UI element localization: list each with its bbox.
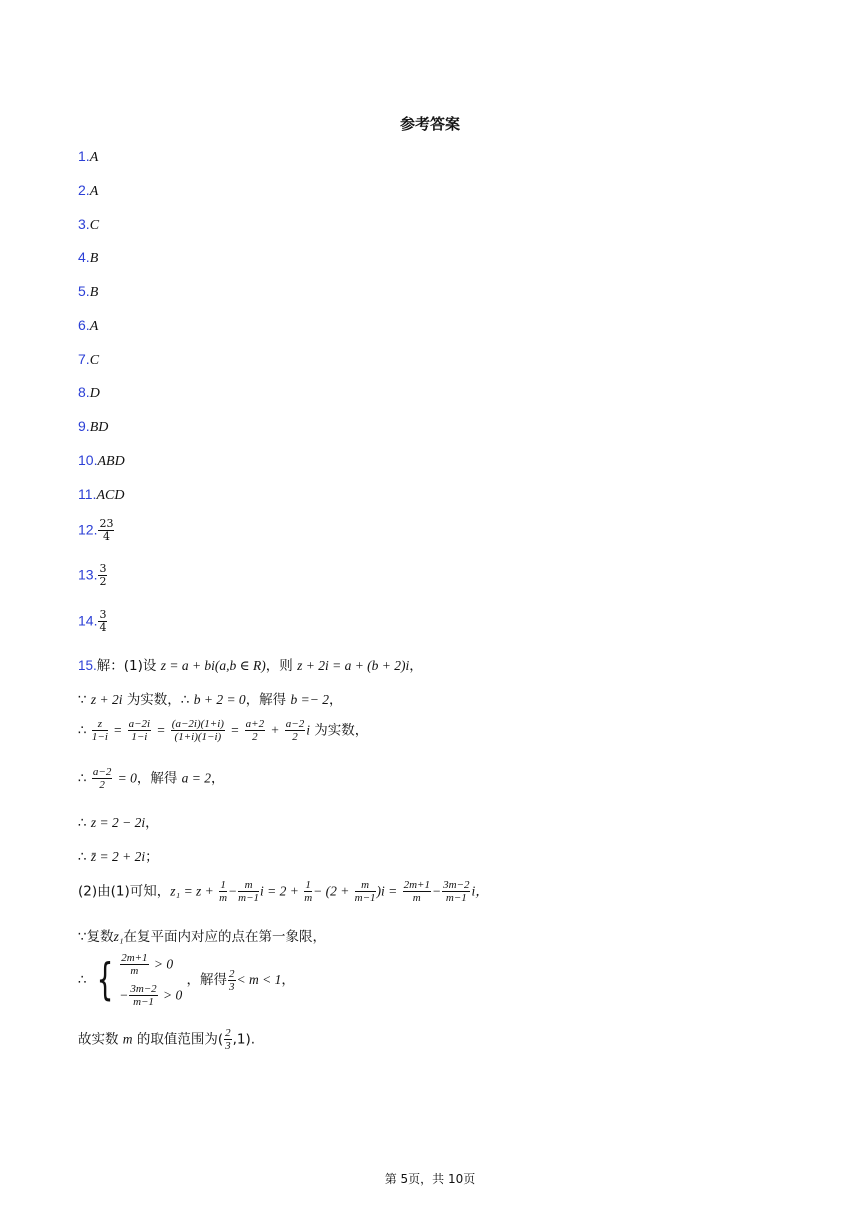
answer-value: A bbox=[89, 319, 99, 334]
answer-item bbox=[78, 486, 124, 504]
answer-item bbox=[78, 317, 98, 335]
question-number: 2. bbox=[78, 182, 90, 198]
answer-value: C bbox=[89, 218, 100, 233]
answer-item bbox=[78, 384, 100, 402]
solution-line: ∴ z̄ = 2 + 2i； bbox=[78, 849, 159, 865]
answer-value: A bbox=[89, 184, 99, 199]
answer-value: D bbox=[89, 386, 100, 401]
answer-value: ACD bbox=[96, 488, 125, 503]
question-number: 11. bbox=[78, 486, 97, 502]
answer-item bbox=[78, 148, 98, 166]
answer-item bbox=[78, 182, 98, 200]
answer-item bbox=[78, 216, 99, 234]
question-number: 12. bbox=[78, 521, 98, 538]
answer-item bbox=[78, 283, 98, 301]
question-number: 7. bbox=[78, 351, 90, 367]
answer-item bbox=[78, 418, 108, 436]
answer-value: B bbox=[89, 251, 99, 266]
answer-value: ABD bbox=[97, 454, 125, 469]
answer-item bbox=[78, 518, 115, 543]
answer-item bbox=[78, 249, 98, 267]
question-number: 9. bbox=[78, 418, 90, 434]
answer-value: B bbox=[89, 285, 99, 300]
solution-line: ∵ z + 2i 为实数，∴ b + 2 = 0，解得 b =− 2， bbox=[78, 692, 343, 708]
answer-value: A bbox=[89, 150, 99, 165]
question-number: 13. bbox=[78, 566, 98, 583]
answer-item bbox=[78, 609, 108, 634]
answer-item bbox=[78, 452, 125, 470]
question-number: 10. bbox=[78, 452, 98, 468]
solution-line: (2)由(1)可知，z₁ = z + $\frac{1}{m}$ − $\frac{m}{m-1}$ i = 2 + $\frac{1}{m}$ − (2 + $\frac{m}{m-1}$ )i = $\frac{2m+1}{m}$ − $\frac{3m-2}{m-1}$ i， bbox=[78, 879, 489, 904]
page-title: 参考答案 bbox=[399, 115, 460, 133]
solution-line: ∴ z = 2 − 2i， bbox=[78, 815, 159, 831]
solution-line: 故实数 m 的取值范围为( $\frac{2}{3}$ ,1). bbox=[78, 1027, 256, 1052]
solution-line: 15.解：(1)设 z = a + bi(a,b ∈ R)，则 z + 2i = a + (b + 2)i， bbox=[78, 658, 423, 674]
solution-line: ∴ $\frac{a-2}{2}$ = 0，解得 a = 2， bbox=[78, 766, 225, 791]
solution-line: ∴ { $\frac{2m+1}{m}$ > 0 − $\frac{3m-2}{m-1}$ > 0 ，解得 $\frac{2}{3}$ < m < 1， bbox=[78, 952, 295, 1008]
question-number: 3. bbox=[78, 216, 90, 232]
fraction-answer: $\frac{23}{4}$ bbox=[99, 517, 114, 543]
page-footer: 第 5页，共 10页 bbox=[384, 1172, 476, 1186]
question-number: 6. bbox=[78, 317, 90, 333]
answer-value: C bbox=[89, 353, 100, 368]
question-number: 8. bbox=[78, 384, 90, 400]
answer-value: BD bbox=[89, 420, 109, 435]
fraction-answer: $\frac{3}{4}$ bbox=[99, 608, 107, 634]
answer-item bbox=[78, 351, 99, 369]
answer-item bbox=[78, 563, 108, 588]
question-number: 5. bbox=[78, 283, 90, 299]
fraction-answer: $\frac{3}{2}$ bbox=[99, 562, 107, 588]
question-number: 1. bbox=[78, 148, 90, 164]
solution-line: ∴ $\frac{z}{1-i}$ = $\frac{a-2i}{1-i}$ = $\frac{(a-2i)(1+i)}{(1+i)(1-i)}$ = $\frac{a+2}{2}$ + $\frac{a-2}{2}$ i 为实数， bbox=[78, 718, 369, 743]
question-number: 14. bbox=[78, 612, 98, 629]
solution-line: ∵复数z₁在复平面内对应的点在第一象限， bbox=[78, 929, 327, 945]
inequality-system: $\frac{2m+1}{m}$ > 0 − $\frac{3m-2}{m-1}$ > 0 bbox=[119, 952, 183, 1008]
question-number: 4. bbox=[78, 249, 90, 265]
